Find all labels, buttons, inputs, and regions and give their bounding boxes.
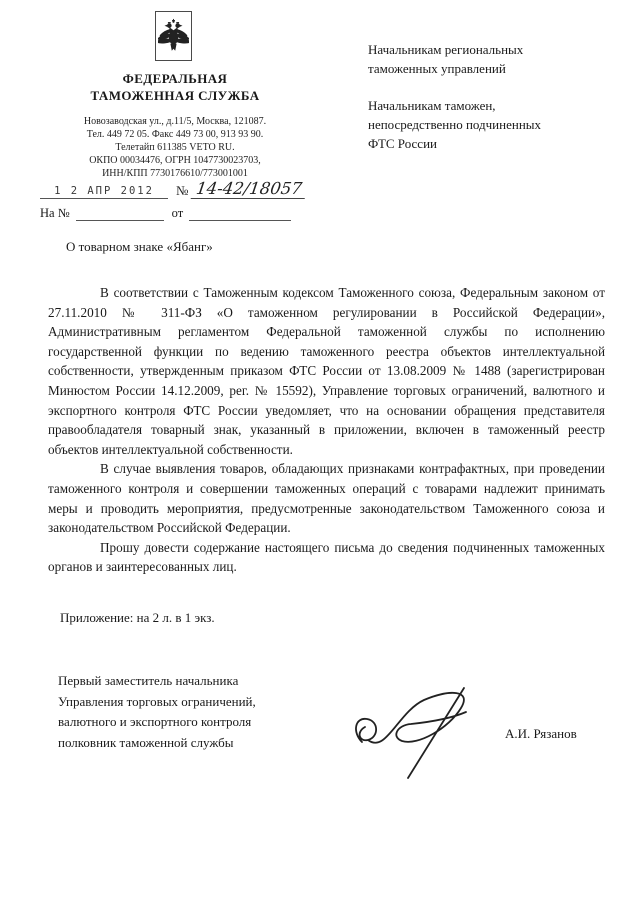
org-name-line1: ФЕДЕРАЛЬНАЯ	[122, 71, 228, 86]
address-block	[30, 115, 320, 180]
org-name	[40, 70, 310, 104]
signer-name: А.И. Рязанов	[505, 726, 577, 741]
reply-label: На №	[40, 206, 70, 220]
signer-title-line: валютного и экспортного контроля	[58, 714, 252, 729]
body-paragraph-3: Прошу довести содержание настоящего письма до сведения подчиненных таможенных органов и заинтересованных лиц.	[48, 539, 605, 575]
recipient-group-2	[368, 96, 608, 153]
reference-row	[40, 180, 306, 199]
outgoing-number-handwritten: 14-42/18057	[191, 180, 308, 199]
address-line: Телетайп 611385 VETO RU.	[115, 142, 235, 153]
recipient-line: Начальникам региональных	[368, 42, 524, 57]
reply-date-blank	[189, 206, 291, 221]
date-stamp: 1 2 АПР 2012	[40, 185, 168, 199]
double-headed-eagle-icon	[158, 14, 189, 58]
reply-date-label: от	[171, 206, 184, 220]
signer-title-block	[58, 671, 256, 753]
address-line: ИНН/КПП 7730176610/773001001	[102, 168, 248, 179]
emblem-frame	[155, 11, 192, 61]
recipient-group-1	[368, 40, 608, 78]
signer-title-line: Управления торговых ограничений,	[58, 693, 256, 709]
subject-line: О товарном знаке «Ябанг»	[66, 239, 213, 254]
address-line: ОКПО 00034476, ОГРН 1047730023703,	[89, 155, 261, 166]
body-paragraph-2: В случае выявления товаров, обладающих признаками контрафактных, при проведении таможенного контроля и совершении таможенных операций с товарами надлежит принимать меры и проводить мероприятия, предусмотренные законодательством Таможенного союза и законодательством Российской Федерации.	[48, 461, 605, 536]
recipient-line: таможенных управлений	[368, 61, 506, 76]
letter-body	[48, 283, 605, 577]
number-label: №	[176, 183, 189, 198]
recipient-line: Начальникам таможен,	[368, 98, 496, 113]
recipient-line: непосредственно подчиненных	[368, 117, 542, 132]
attachment-note: Приложение: на 2 л. в 1 экз.	[60, 610, 215, 625]
reply-number-blank	[76, 206, 164, 221]
signer-title-line: полковник таможенной службы	[58, 734, 234, 750]
address-line: Тел. 449 72 05. Факс 449 73 00, 913 93 90.	[86, 129, 264, 140]
recipients-block	[368, 40, 608, 153]
body-paragraph-1: В соответствии с Таможенным кодексом Таможенного союза, Федеральным законом от 27.11.2010 № 311-ФЗ «О таможенном регулировании в Российской Федерации», Административным регламентом Федеральной таможенной службы по исполнению государственной функции по ведению таможенного реестра объектов интеллектуальной собственности, утвержденным приказом ФТС России от 13.08.2009 № 1488 (зарегистрирован Минюстом России 14.12.2009, рег. № 15592), Управление торговых ограничений, валютного и экспортного контроля ФТС России уведомляет, что на основании обращения представителя правообладателя товарный знак, указанный в приложении, включен в таможенный реестр объектов интеллектуальной собственности.	[48, 285, 605, 457]
reply-reference-row	[40, 206, 291, 221]
address-line: Новозаводская ул., д.11/5, Москва, 121087.	[83, 116, 267, 127]
org-name-line2: ТАМОЖЕННАЯ СЛУЖБА	[90, 88, 260, 103]
handwritten-signature-icon	[348, 682, 508, 782]
signer-title-line: Первый заместитель начальника	[58, 673, 239, 688]
recipient-line: ФТС России	[368, 136, 437, 151]
